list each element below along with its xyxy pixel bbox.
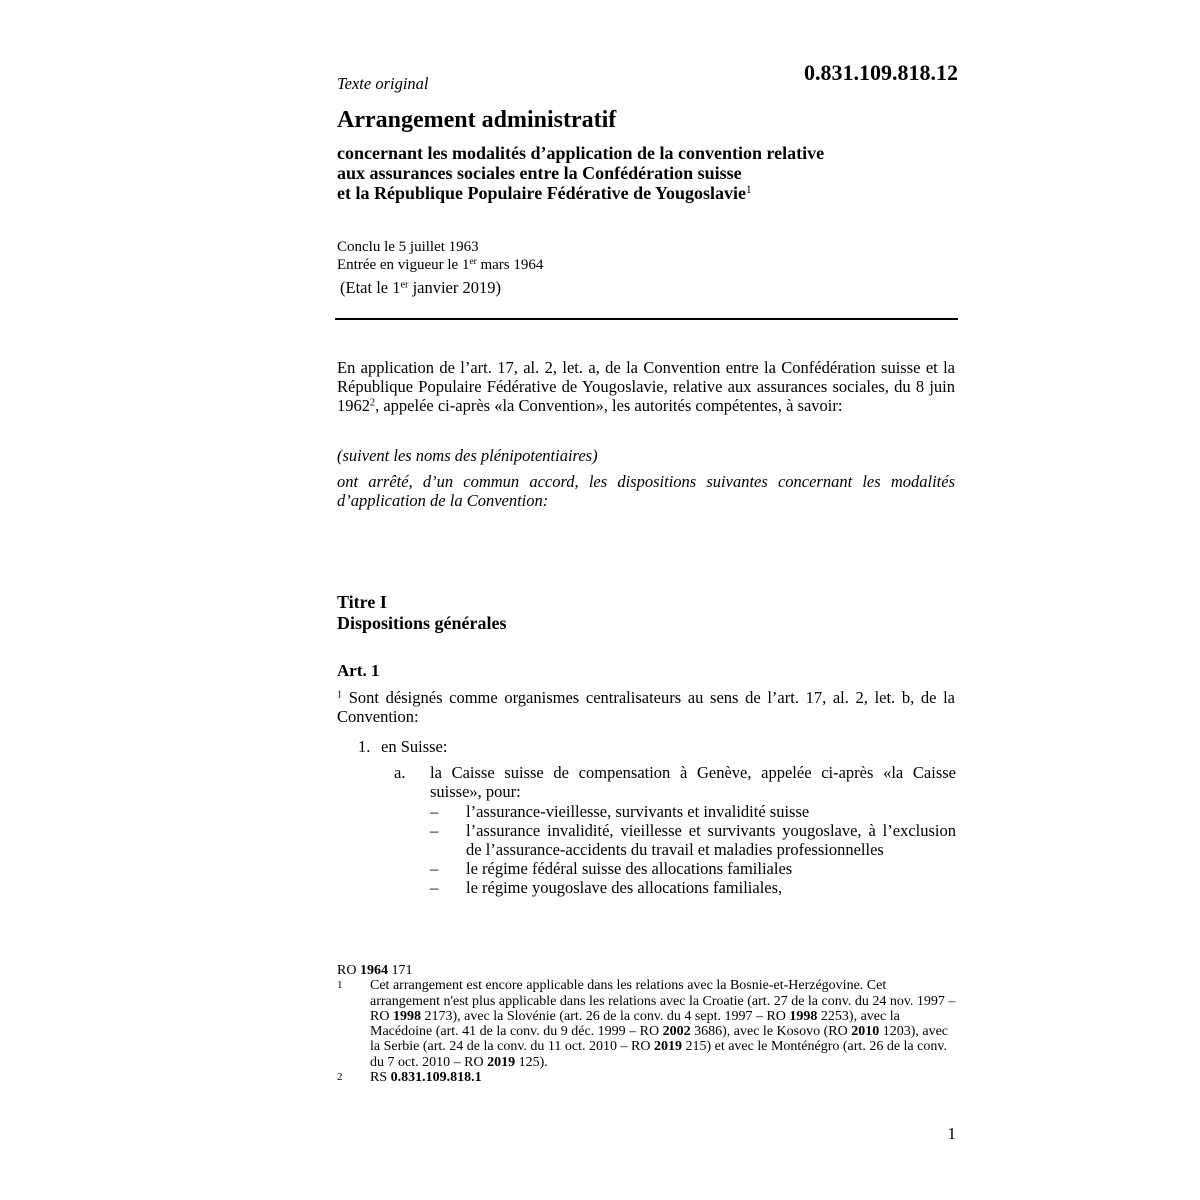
- entree-prefix: Entrée en vigueur le 1: [337, 257, 470, 273]
- arrete-paragraph: ont arrêté, d’un commun accord, les dispositions suivantes concernant les modalités d’application de la Convention:: [337, 472, 955, 510]
- ro-prefix: RO: [337, 963, 360, 978]
- preamble-text: En application de l’art. 17, al. 2, let. a, de la Convention entre la Confédération suisse et la République Populaire Fédérative de Yougoslavie, relative aux assurances sociales, du 8 juin 1962: [337, 358, 955, 415]
- subtitle-line: aux assurances sociales entre la Confédération suisse: [337, 163, 742, 183]
- footnote-text: RS: [370, 1070, 391, 1086]
- dates-block: [337, 238, 543, 274]
- footnote-year: 2019: [653, 1039, 682, 1055]
- titre-heading: [337, 592, 507, 634]
- titre-number: Titre I: [337, 592, 387, 612]
- ro-year: 1964: [359, 963, 388, 978]
- footnote-year: 2002: [662, 1024, 691, 1040]
- conclu-date: Conclu le 5 juillet 1963: [337, 239, 479, 255]
- footnote-ref-2[interactable]: 2: [370, 397, 376, 409]
- subtitle-line-text: et la République Populaire Fédérative de Yougoslavie: [337, 183, 746, 203]
- sr-number: 0.831.109.818.12: [804, 60, 958, 85]
- etat-sup: er: [400, 279, 409, 291]
- preamble-paragraph: [337, 358, 955, 415]
- footnote-number: 2: [337, 1071, 343, 1084]
- list-item-text: la Caisse suisse de compensation à Genève, appelée ci-après «la Caisse suisse», pour:: [430, 763, 956, 801]
- footnotes: [337, 963, 959, 1085]
- paragraph-text: Sont désignés comme organismes centralisateurs au sens de l’art. 17, al. 2, let. b, de la Convention:: [337, 688, 955, 726]
- etat-prefix: (Etat le 1: [340, 278, 401, 297]
- footnote-year: 1998: [789, 1008, 818, 1024]
- footnote-text: 3686), avec le Kosovo (RO: [690, 1024, 852, 1040]
- list-item-text: en Suisse:: [381, 737, 448, 756]
- list-item-a: [394, 763, 956, 801]
- footnote-1: [337, 978, 959, 1070]
- subtitle-line: concernant les modalités d’application de la convention relative: [337, 143, 825, 163]
- ro-page: 171: [387, 963, 413, 978]
- dash-marker: –: [430, 859, 439, 878]
- dash-item: [430, 859, 956, 878]
- footnote-text: 2253), avec la Macédoine (art. 41 de la conv. du 9 déc. 1999 – RO: [370, 1008, 900, 1040]
- etat-date: [340, 278, 501, 298]
- etat-suffix: janvier 2019): [408, 278, 501, 297]
- dash-item-text: l’assurance-vieillesse, survivants et invalidité suisse: [466, 802, 810, 821]
- preamble-text-cont: , appelée ci-après «la Convention», les autorités compétentes, à savoir:: [375, 396, 843, 415]
- dash-marker: –: [430, 821, 439, 840]
- paragraph-number: 1: [337, 689, 343, 701]
- rs-reference-link[interactable]: 0.831.109.818.1: [390, 1070, 482, 1086]
- document-title: Arrangement administratif: [337, 107, 617, 133]
- dash-item: [430, 802, 956, 821]
- dash-list: [430, 802, 956, 897]
- dash-marker: –: [430, 878, 439, 897]
- plenipotentiaires-note: (suivent les noms des plénipotentiaires): [337, 446, 598, 465]
- entree-en-vigueur: [337, 256, 543, 274]
- dash-item-text: l’assurance invalidité, vieillesse et survivants yougoslave, à l’exclusion de l’assurance-accidents du travail et maladies professionnelles: [466, 821, 956, 859]
- footnote-year: 1998: [392, 1008, 421, 1024]
- footnote-text: 215) et avec le Monténégro (art. 26 de la conv. du 7 oct. 2010 – RO: [370, 1039, 947, 1070]
- titre-name: Dispositions générales: [337, 613, 507, 633]
- ro-reference: [337, 963, 959, 978]
- entree-suffix: mars 1964: [476, 257, 544, 273]
- dash-marker: –: [430, 802, 439, 821]
- footnote-text: Cet arrangement est encore applicable dans les relations avec la Bosnie-et-Herzégovine. Cet arrangement n'est plus applicable dans les relations avec la Croatie (art. 27 de la conv. du 24 nov. 1997 – RO: [370, 978, 956, 1024]
- footnote-text: 1203), avec la Serbie (art. 24 de la conv. du 11 oct. 2010 – RO: [370, 1024, 949, 1055]
- footnote-year: 2019: [487, 1054, 516, 1070]
- texte-original-label: Texte original: [337, 74, 429, 93]
- article-paragraph-1: [337, 688, 955, 726]
- list-item-letter: a.: [394, 763, 406, 782]
- entree-sup: er: [469, 256, 477, 267]
- header-divider: [335, 318, 958, 320]
- document-subtitle: [337, 143, 824, 203]
- footnote-text: 125).: [515, 1054, 548, 1070]
- dash-item-text: le régime fédéral suisse des allocations familiales: [466, 859, 793, 878]
- dash-item: [430, 821, 956, 859]
- list-item: [358, 737, 447, 756]
- footnote-2: [337, 1070, 959, 1085]
- dash-item-text: le régime yougoslave des allocations familiales,: [466, 878, 783, 897]
- dash-item: [430, 878, 956, 897]
- footnote-text: 2173), avec la Slovénie (art. 26 de la conv. du 4 sept. 1997 – RO: [420, 1008, 790, 1024]
- footnote-number: 1: [337, 979, 343, 992]
- list-item-number: 1.: [358, 737, 371, 756]
- footnote-year: 2010: [851, 1024, 880, 1040]
- subtitle-line: [337, 183, 824, 203]
- article-heading: Art. 1: [337, 661, 380, 680]
- footnote-ref-1[interactable]: 1: [746, 183, 752, 196]
- page-number: 1: [947, 1124, 956, 1143]
